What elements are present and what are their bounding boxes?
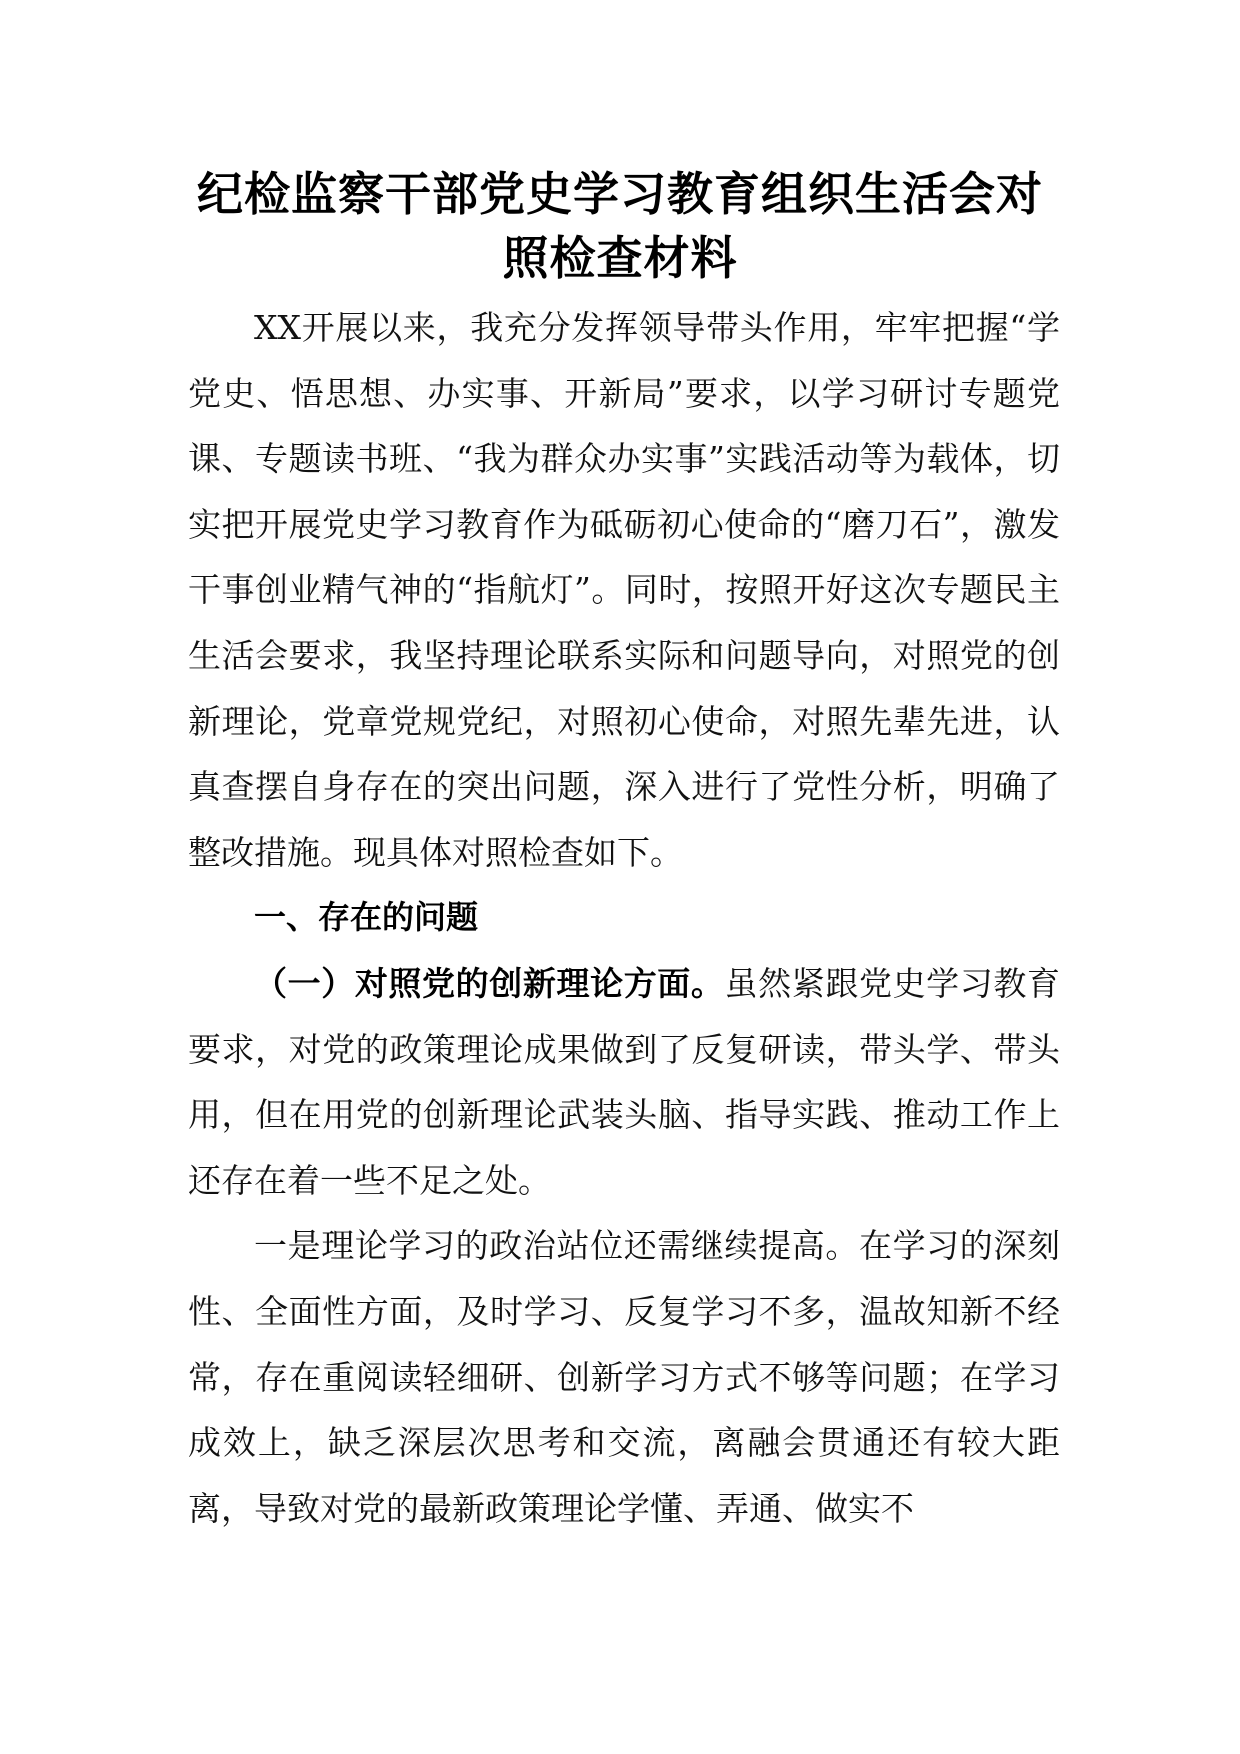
title-line-2: 照检查材料 — [502, 231, 738, 285]
document-title — [150, 162, 1090, 290]
subsection-text-1: 虽然紧跟党史学习教育要求，对党的政策理论成果做到了反复研读，带头学、带头用，但在用党的创新理论武装头脑、指导实践、推动工作上还存在着一些不足之处。 — [188, 963, 1061, 1200]
point-paragraph-1: 一是理论学习的政治站位还需继续提高。在学习的深刻性、全面性方面，及时学习、反复学习不多，温故知新不经常，存在重阅读轻细研、创新学习方式不够等问题；在学习成效上，缺乏深层次思考和交流，离融会贯通还有较大距离，导致对党的最新政策理论学懂、弄通、做实不 — [188, 1226, 1060, 1528]
section-heading-problems: 一、存在的问题 — [254, 898, 479, 937]
intro-paragraph: XX开展以来，我充分发挥领导带头作用，牢牢把握“学党史、悟思想、办实事、开新局”要求，以学习研讨专题党课、专题读书班、“我为群众办实事”实践活动等为载体，切实把开展党史学习教育作为砥砺初心使命的“磨刀石”，激发干事创业精气神的“指航灯”。同时，按照开好这次专题民主生活会要求，我坚持理论联系实际和问题导向，对照党的创新理论，党章党规党纪，对照初心使命，对照先辈先进，认真查摆自身存在的突出问题，深入进行了党性分析，明确了整改措施。现具体对照检查如下。 — [188, 308, 1060, 872]
subsection-paragraph-1 — [188, 951, 1060, 1213]
document-body — [188, 295, 1060, 1541]
subsection-lead-1: （一）对照党的创新理论方面。 — [254, 963, 725, 1003]
title-line-1: 纪检监察干部党史学习教育组织生活会对 — [197, 167, 1043, 221]
